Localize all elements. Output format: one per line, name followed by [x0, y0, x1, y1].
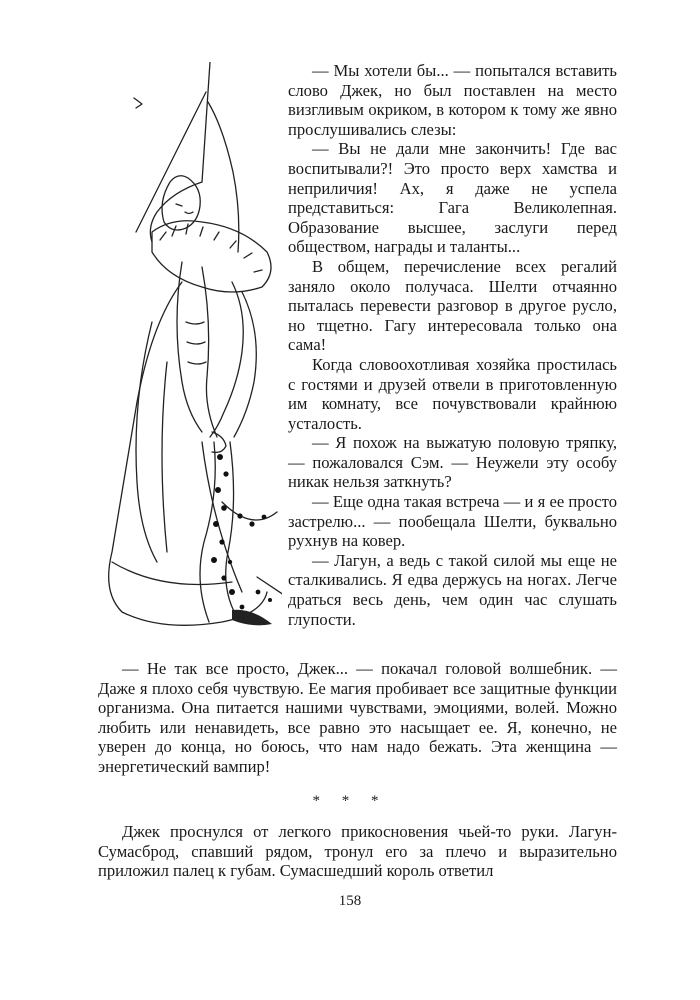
paragraph: — Лагун, а ведь с такой силой мы еще не сталкивались. Я едва держусь на ногах. Легче драться весь день, чем один час слушать глупости. [288, 550, 617, 629]
section-separator: * * * [312, 793, 388, 809]
woman-in-gown-illustration [82, 62, 282, 632]
paragraph: В общем, перечисление всех регалий заняло около получаса. Шелти отчаянно пыталась перевести разговор в другое русло, но тщетно. Гагу интересовала только она сама! [288, 256, 617, 355]
text-block-after-separator [98, 822, 617, 881]
paragraph: — Не так все просто, Джек... — покачал головой волшебник. — Даже я плохо себя чувствую. Ее магия пробивает все защитные функции организма. Она питается нашими чувствами, эмоциями, волей. Можно любить или ненавидеть, все равно это насыщает ее. Я, конечно, не уверен до конца, но боюсь, что нам надо бежать. Эта женщина — энергетический вампир! [98, 659, 617, 776]
paragraph: Когда словоохотливая хозяйка простилась с гостями и друзей отвели в приготовленную им комнату, все почувствовали крайнюю усталость. [288, 354, 617, 433]
page-number: 158 [338, 893, 362, 909]
text-column-right [288, 61, 617, 629]
paragraph: — Еще одна такая встреча — и я ее просто застрелю... — пообещала Шелти, буквально рухнув на ковер. [288, 492, 617, 551]
paragraph: Джек проснулся от легкого прикосновения чьей-то руки. Лагун-Сумасброд, спавший рядом, тронул его за плечо и выразительно приложил палец к губам. Сумасшедший король ответил [98, 822, 617, 881]
paragraph: — Вы не дали мне закончить! Где вас воспитывали?! Это просто верх хамства и неприличия! Ах, я даже не успела представиться: Гага Великолепная. Образование высшее, заслуги перед обществом, награды и таланты... [288, 139, 617, 257]
paragraph: — Мы хотели бы... — попытался вставить слово Джек, но был поставлен на место визгливым окриком, в котором к тому же явно прослушивались слезы: [288, 61, 617, 139]
text-block-full-width [98, 659, 617, 777]
paragraph: — Я похож на выжатую половую тряпку, — пожаловался Сэм. — Неужели эту особу никак нельзя заткнуть? [288, 433, 617, 492]
